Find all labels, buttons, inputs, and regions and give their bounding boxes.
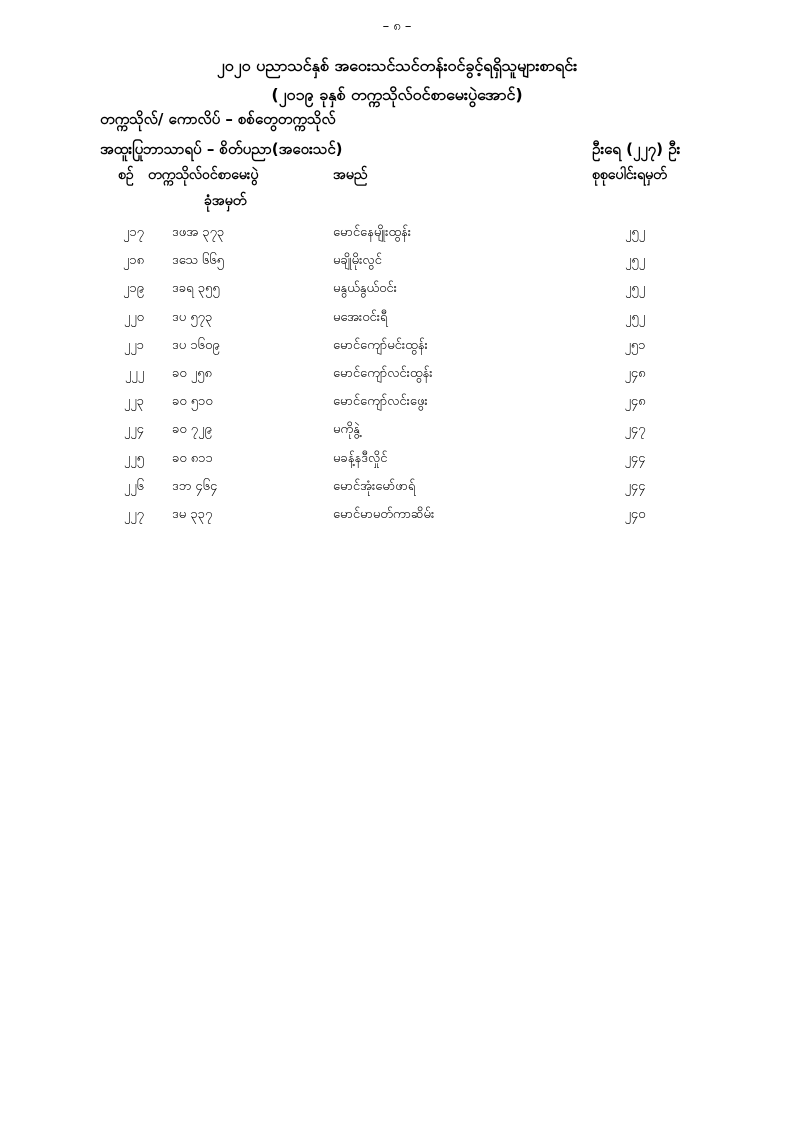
name-cell: မချိုမိုးလွင်: [333, 253, 382, 269]
header-roll-number: တက္ကသိုလ်ဝင်စာမေးပွဲ: [148, 167, 259, 183]
roll-number-cell: ဒပ ၁၆၀၉: [172, 337, 220, 353]
serial-cell: ၂၂၅: [123, 450, 144, 466]
roll-number-cell: ဒခရ ၃၅၅: [172, 281, 220, 297]
score-cell: ၂၄၇: [624, 422, 646, 438]
table-row: [0, 337, 794, 359]
page-number: – ၈ –: [382, 19, 412, 34]
university-line: တက္ကသိုလ်/ ကောလိပ် – စစ်တွေတက္ကသိုလ်: [100, 110, 336, 128]
serial-cell: ၂၂၄: [123, 422, 144, 438]
score-cell: ၂၄၄: [624, 450, 646, 466]
roll-number-cell: ဒဘ ၄၆၄: [172, 478, 218, 494]
document-subtitle: (၂၀၁၉ ခုနှစ် တက္ကသိုလ်ဝင်စာမေးပွဲအောင်): [271, 85, 523, 104]
serial-cell: ၂၁၇: [122, 225, 144, 240]
roll-number-cell: ခဝ ၅၁၀: [172, 394, 213, 410]
table-row: [0, 478, 794, 500]
table-row: [0, 450, 794, 472]
table-row: [0, 506, 794, 528]
name-cell: မအေးဝင်းရီ: [333, 309, 388, 325]
serial-cell: ၂၂၂: [124, 366, 144, 381]
score-cell: ၂၄၀: [624, 507, 646, 522]
name-cell: မောင်ကျော်လင်းဖွေး: [333, 394, 428, 410]
roll-number-cell: ဒမ ၃၃၇: [172, 507, 213, 522]
serial-cell: ၂၂၆: [123, 478, 144, 494]
roll-number-cell: ခဝ ၈၁၁: [172, 450, 213, 466]
roll-number-cell: ခဝ ၇၂၉: [172, 422, 212, 438]
name-cell: မောင်မာမတ်ကာဆိမ်း: [333, 507, 435, 522]
serial-cell: ၂၁၉: [122, 281, 144, 297]
major-line: အထူးပြုဘာသာရပ် – စိတ်ပညာ(အဝေးသင်): [100, 140, 343, 158]
total-count: ဦးရေ (၂၂၇) ဦး: [592, 140, 681, 158]
score-cell: ၂၅၂: [624, 253, 646, 269]
table-row: [0, 252, 794, 274]
table-row: [0, 280, 794, 302]
name-cell: မောင်ကျော်လင်းထွန်း: [333, 366, 433, 381]
roll-number-cell: ဒသေ ၆၆၅: [172, 253, 224, 269]
header-total-score: စုစုပေါင်းရမှတ်: [592, 167, 667, 183]
name-cell: မနွယ်နွယ်ဝင်း: [333, 281, 397, 297]
serial-cell: ၂၂၃: [123, 394, 144, 410]
score-cell: ၂၄၄: [624, 478, 646, 494]
name-cell: မောင်နေမျိုးထွန်း: [333, 225, 412, 240]
header-name: အမည်: [333, 167, 368, 183]
score-cell: ၂၅၂: [624, 281, 646, 297]
roll-number-cell: ဒဖအ ၃၇၃: [172, 225, 225, 240]
name-cell: မကိုနွဲ့: [333, 422, 360, 438]
roll-number-cell: ဒပ ၅၇၃: [172, 309, 213, 325]
score-cell: ၂၅၂: [624, 225, 646, 240]
serial-cell: ၂၁၈: [122, 253, 144, 269]
roll-number-cell: ခဝ ၂၅၈: [172, 366, 212, 381]
header-roll-number-line2: ခုံအမှတ်: [204, 193, 247, 209]
score-cell: ၂၄၈: [624, 394, 646, 410]
name-cell: မောင်အုံးမော်ဖာရ်: [333, 478, 416, 494]
table-row: [0, 365, 794, 387]
name-cell: မောင်ကျော်မင်းထွန်း: [333, 337, 428, 353]
score-cell: ၂၅၁: [624, 337, 646, 353]
serial-cell: ၂၂၇: [123, 507, 144, 522]
document-title: ၂၀၂၀ ပညာသင်နှစ် အဝေးသင်သင်တန်းဝင်ခွင့်ရရှိသူများစာရင်း: [216, 56, 578, 75]
name-cell: မခန့်နဒီလှိုင်: [333, 450, 388, 466]
table-row: [0, 393, 794, 415]
table-row: [0, 309, 794, 331]
serial-cell: ၂၂၀: [123, 309, 144, 325]
table-row: [0, 421, 794, 443]
table-row: [0, 224, 794, 246]
serial-cell: ၂၂၁: [123, 337, 144, 353]
header-serial: စဉ်: [118, 167, 134, 183]
score-cell: ၂၅၂: [624, 309, 646, 325]
score-cell: ၂၄၈: [624, 366, 646, 381]
